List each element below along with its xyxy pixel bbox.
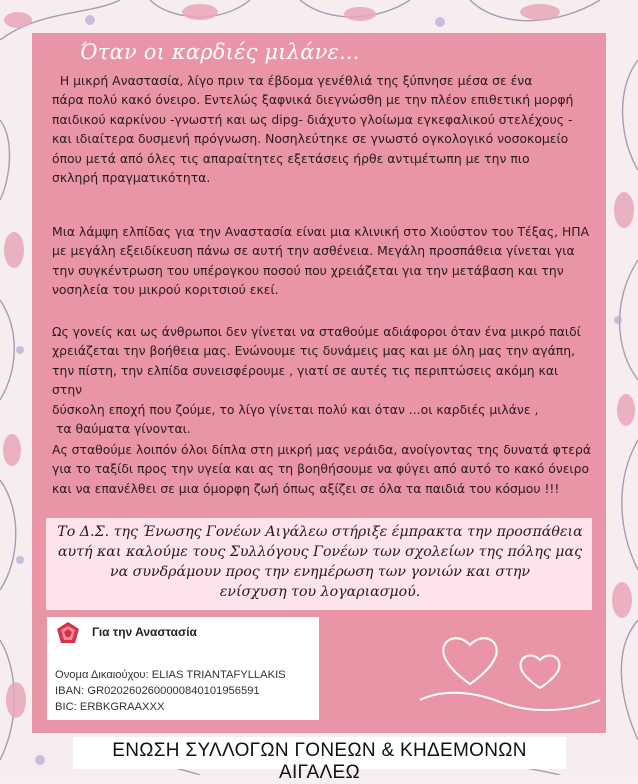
text-line: νοσηλεία του μικρού κοριτσιού εκεί. <box>52 282 279 298</box>
notice-line: ενίσχυση του λογαριασμού. <box>219 584 421 600</box>
paragraph-2 <box>52 222 592 300</box>
bank-logo-icon <box>56 621 80 645</box>
bank-card-title: Για την Αναστασία <box>92 625 197 639</box>
footer-text: ΕΝΩΣΗ ΣΥΛΛΟΓΩΝ ΓΟΝΕΩΝ & ΚΗΔΕΜΟΝΩΝ ΑΙΓΑΛΕΩ <box>112 740 527 783</box>
notice-line: Το Δ.Σ. της Ένωσης Γονέων Αιγάλεω στήριξε έμπρακτα την προσπάθεια <box>57 524 583 540</box>
text-line: παιδικού καρκίνου -γνωστή και ως dipg- διάχυτο γλοίωμα εγκεφαλικού στελέχους - <box>52 111 573 127</box>
text-line: και ιδιαίτερα δυσμενή πρόγνωση. Νοσηλεύτηκε σε γνωστό ογκολογικό νοσοκομείο <box>52 131 569 147</box>
text-line: χρειάζεται την βοήθεια μας. Ενώνουμε τις δυνάμεις μας και με όλη μας την αγάπη, <box>52 343 576 359</box>
text-line: για το ταξίδι προς την υγεία και ας τη βοηθήσουμε να φύγει από αυτό το κακό όνειρο <box>52 461 590 477</box>
text-line: Ας σταθούμε λοιπόν όλοι δίπλα στη μικρή μας νεράιδα, ανοίγοντας της δυνατά φτερά <box>52 442 592 457</box>
bic-value: BIC: ERBKGRAAXXX <box>55 701 165 713</box>
text-line: Ως γονείς και ως άνθρωποι δεν γίνεται να σταθούμε αδιάφοροι όταν ένα μικρό παιδί <box>52 324 581 339</box>
page-title: Όταν οι καρδιές μιλάνε... <box>80 40 360 64</box>
iban-value: IBAN: GR0202602600000840101956591 <box>55 685 260 697</box>
text-line: την πίστη, την ελπίδα συνεισφέρουμε , γιατί σε αυτές τις περιπτώσεις ακόμη και στην <box>52 362 559 398</box>
text-line: με μεγάλη εξειδίκευση πάνω σε αυτή την ασθένεια. Μεγάλη προσπάθεια γίνεται για <box>52 243 575 259</box>
account-holder: Ονομα Δικαιούχου: ELIAS TRIANTAFYLLAKIS <box>55 669 286 681</box>
text-line: όπου μετά από όλες τις απαραίτητες εξετάσεις ήρθε αντιμέτωπη με την πιο <box>52 150 530 166</box>
paragraph-4 <box>52 440 592 498</box>
text-line: τα θαύματα γίνονται. <box>52 421 191 437</box>
paragraph-1 <box>52 71 592 187</box>
text-line: δύσκολη εποχή που ζούμε, το λίγο γίνεται πολύ και όταν ...οι καρδιές μιλάνε , <box>52 401 539 417</box>
text-line: Η μικρή Αναστασία, λίγο πριν τα έβδομα γενέθλιά της ξύπνησε μέσα σε ένα <box>52 73 533 88</box>
text-line: την συγκέντρωση του υπέρογκου ποσού που χρειάζεται για την μετάβαση και την <box>52 262 564 278</box>
paragraph-3 <box>52 322 592 438</box>
notice-line: αυτή και καλούμε τους Συλλόγους Γονέων των σχολείων της πόλης μας <box>57 544 583 560</box>
notice-text <box>52 522 588 602</box>
notice-line: να συνδράμουν προς την ενημέρωση των γονιών και στην <box>109 564 531 580</box>
text-line: Μια λάμψη ελπίδας για την Αναστασία είναι μια κλινική στο Χιούστον του Τέξας, ΗΠΑ <box>52 224 590 239</box>
text-line: πάρα πολύ κακό όνειρο. Εντελώς ξαφνικά διεγνώσθη με την πλέον επιθετική μορφή <box>52 92 574 108</box>
text-line: σκληρή πραγματικότητα. <box>52 170 211 186</box>
text-line: και να επανέλθει σε μια όμορφη ζωή όπως αξίζει σε όλα τα παιδιά του κόσμου !!! <box>52 480 560 496</box>
